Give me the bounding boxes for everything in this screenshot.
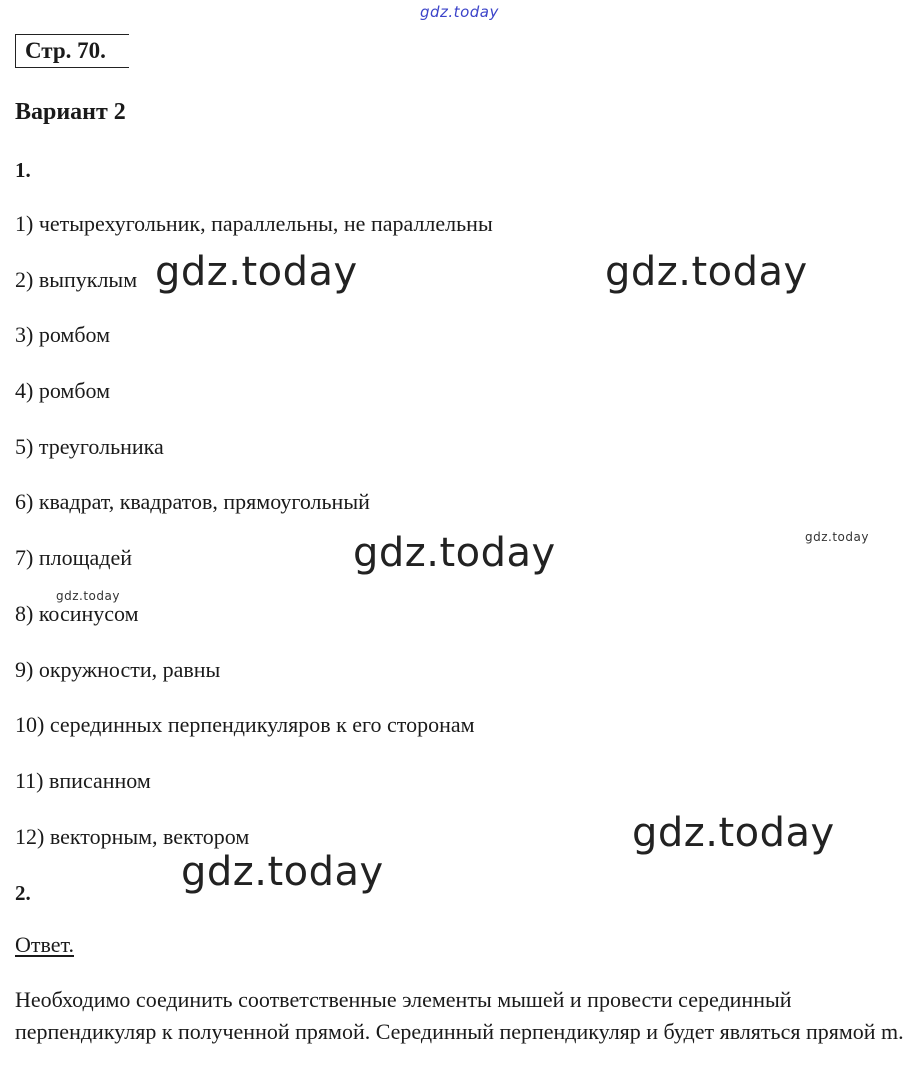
answer-8: 8) косинусом: [15, 600, 139, 626]
answer-3: 3) ромбом: [15, 322, 111, 348]
answer-12: 12) векторным, вектором: [15, 823, 250, 849]
answer-5: 5) треугольника: [15, 433, 164, 459]
page-heading: Стр. 70.: [15, 34, 129, 68]
answer-9: 9) окружности, равны: [15, 656, 221, 682]
answer-11: 11) вписанном: [15, 767, 151, 793]
variant-title: Вариант 2: [15, 99, 126, 125]
answer-2: 2) выпуклым: [15, 266, 138, 292]
answer-paragraph: Необходимо соединить соответственные элементы мышей и провести серединный перпендикуляр к полученной прямой. Серединный перпендикуляр и будет являться прямой m.: [15, 987, 904, 1044]
watermark-large: gdz.today: [353, 530, 556, 576]
watermark-top: gdz.today: [420, 3, 499, 21]
answer-10: 10) серединных перпендикуляров к его сторонам: [15, 712, 475, 738]
answer-label: Ответ.: [15, 932, 74, 957]
answer-7: 7) площадей: [15, 545, 133, 571]
watermark-large: gdz.today: [155, 249, 358, 295]
watermark-small: gdz.today: [56, 589, 120, 603]
answer-1: 1) четырехугольник, параллельны, не параллельны: [15, 211, 493, 236]
task-2-number: 2.: [15, 881, 31, 905]
answer-6: 6) квадрат, квадратов, прямоугольный: [15, 489, 370, 515]
answer-4: 4) ромбом: [15, 378, 111, 404]
task-1-number: 1.: [15, 158, 31, 182]
watermark-large: gdz.today: [605, 249, 808, 295]
watermark-large: gdz.today: [632, 810, 835, 856]
watermark-small: gdz.today: [805, 530, 869, 544]
watermark-large: gdz.today: [181, 849, 384, 895]
